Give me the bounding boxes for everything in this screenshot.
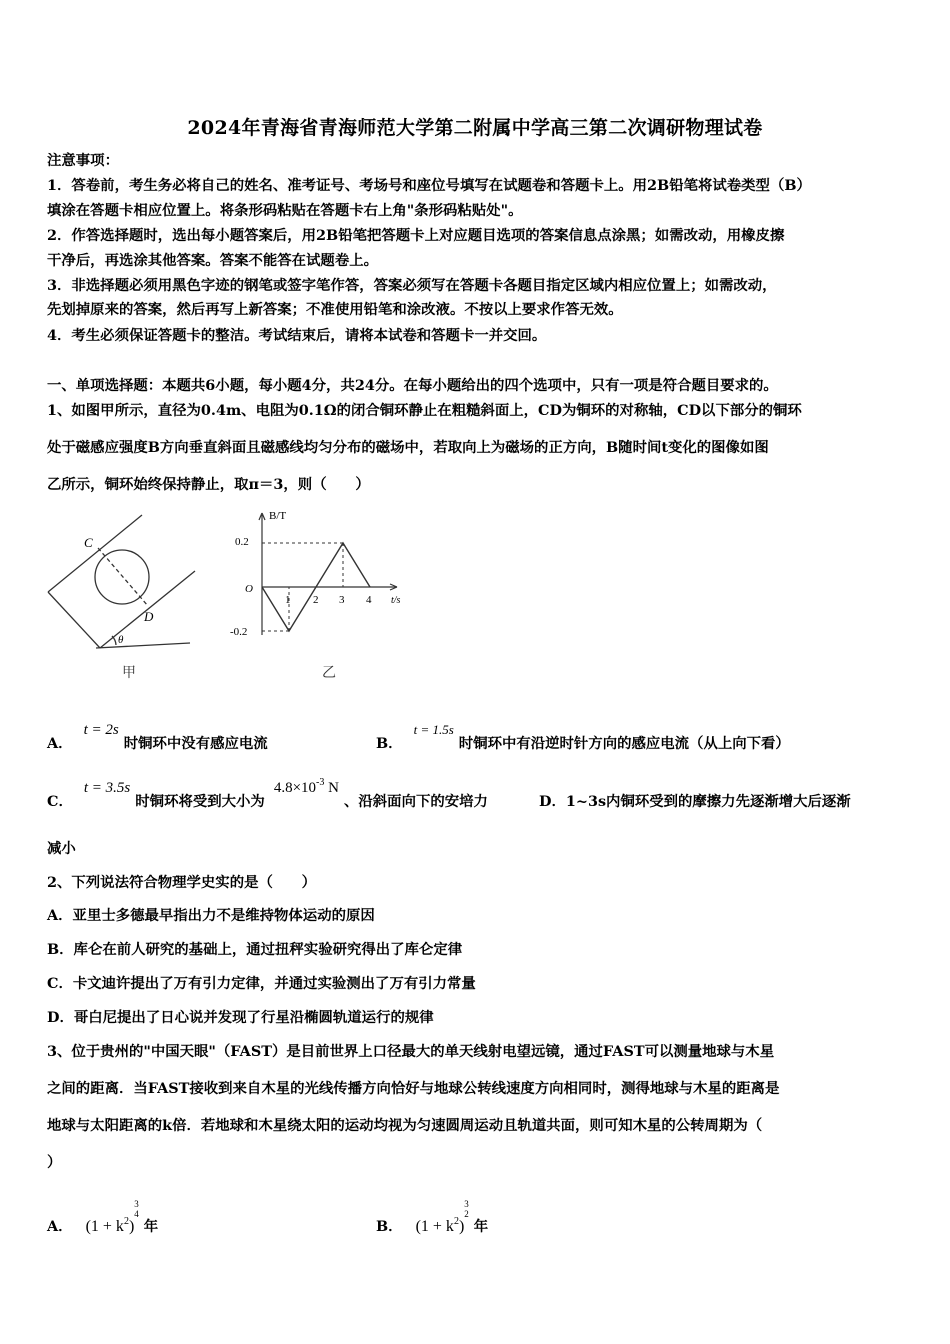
notice-line: 先划掉原来的答案，然后再写上新答案；不准使用铅笔和涂改液。不按以上要求作答无效。	[47, 301, 623, 318]
math-close: )	[128, 1218, 135, 1235]
option-text: 、沿斜面向下的安培力	[344, 793, 488, 810]
notice-line: 干净后，再选涂其他答案。答案不能答在试题卷上。	[47, 252, 378, 269]
notice-line: 2．作答选择题时，选出每小题答案后，用2B铅笔把答题卡上对应题目选项的答案信息点涂黑；如需改动，用橡皮擦	[47, 227, 785, 244]
math-square: 2	[453, 1216, 459, 1227]
option-text: 时铜环中没有感应电流	[123, 735, 268, 752]
option-text: 时铜环中有沿逆时针方向的感应电流（从上向下看）	[458, 735, 790, 752]
label-yi: 乙	[322, 665, 336, 681]
math-base: (1 + k	[85, 1218, 124, 1235]
exp-denominator: 2	[464, 1209, 469, 1219]
label-c: C	[84, 535, 93, 550]
q1-option-a[interactable]	[47, 722, 268, 753]
option-text: D．1~3s内铜环受到的摩擦力先逐渐增大后逐渐	[539, 793, 851, 810]
option-math	[415, 1199, 469, 1235]
math-fraction-exponent	[464, 1199, 469, 1219]
q2-option-c[interactable]: C．卡文迪许提出了万有引力定律，并通过实验测出了万有引力常量	[47, 975, 476, 992]
exp-numerator: 3	[134, 1199, 139, 1209]
q3-option-b[interactable]	[376, 1199, 488, 1236]
origin-label: O	[245, 583, 253, 595]
force-unit: N	[328, 780, 339, 796]
x-tick-label: 4	[366, 594, 372, 606]
q2-option-b[interactable]: B．库仑在前人研究的基础上，通过扭秤实验研究得出了库仑定律	[47, 941, 463, 958]
q1-option-b[interactable]	[376, 722, 790, 753]
option-math	[85, 1199, 139, 1235]
notice-line: 1．答卷前，考生务必将自己的姓名、准考证号、考场号和座位号填写在试题卷和答题卡上。用2B铅笔将试卷类型（B）	[47, 177, 811, 194]
ground-line	[96, 643, 190, 648]
option-label: B．	[376, 1218, 403, 1235]
figure-yi-chart	[225, 505, 415, 685]
force-exponent: -3	[316, 777, 325, 788]
math-square: 2	[123, 1216, 129, 1227]
notice-heading: 注意事项：	[47, 152, 119, 169]
x-axis-label: t/s	[391, 595, 401, 606]
y-axis-label: B/T	[269, 510, 287, 522]
question-1-line: 1、如图甲所示，直径为0.4m、电阻为0.1Ω的闭合铜环静止在粗糙斜面上，CD为铜环的对称轴，CD以下部分的铜环	[47, 402, 802, 419]
option-label: A．	[47, 735, 73, 752]
x-tick-label: 2	[313, 594, 319, 606]
math-base: (1 + k	[415, 1218, 454, 1235]
question-3-line: 地球与太阳距离的k倍．若地球和木星绕太阳的运动均视为匀速圆周运动且轨道共面，则可知木星的公转周期为（	[47, 1117, 763, 1134]
option-math: t = 2s	[83, 722, 119, 738]
label-jia: 甲	[122, 665, 136, 681]
q2-option-a[interactable]: A．亚里士多德最早指出力不是维持物体运动的原因	[47, 907, 375, 924]
question-2-stem: 2、下列说法符合物理学史实的是（ ）	[47, 874, 317, 891]
y-tick-label: 0.2	[235, 536, 249, 548]
label-d: D	[144, 609, 154, 624]
q1-option-d[interactable]	[539, 790, 851, 811]
option-label: A．	[47, 1218, 73, 1235]
y-tick-label: -0.2	[230, 626, 248, 638]
option-math: t = 3.5s	[83, 780, 131, 796]
exp-numerator: 3	[464, 1199, 469, 1209]
option-label: B．	[376, 735, 403, 752]
option-unit: 年	[473, 1218, 489, 1235]
math-close: )	[458, 1218, 465, 1235]
force-value: 4.8×10	[273, 780, 317, 796]
exam-title: 2024年青海省青海师范大学第二附属中学高三第二次调研物理试卷	[187, 117, 763, 139]
label-theta: θ	[118, 634, 124, 646]
option-math	[273, 777, 339, 796]
question-3-line: 之间的距离．当FAST接收到来自木星的光线传播方向恰好与地球公转线速度方向相同时，测得地球与木星的距离是	[47, 1080, 780, 1097]
copper-ring	[95, 550, 149, 604]
notice-line: 3．非选择题必须用黑色字迹的钢笔或签字笔作答，答案必须写在答题卡各题目指定区域内相应位置上；如需改动，	[47, 277, 777, 294]
figure-jia	[40, 505, 220, 685]
question-1-line: 乙所示，铜环始终保持静止，取π＝3，则（ ）	[47, 476, 370, 493]
incline-left-edge	[48, 592, 100, 648]
section-heading: 一、单项选择题：本题共6小题，每小题4分，共24分。在每小题给出的四个选项中，只有一项是符合题目要求的。	[47, 377, 778, 394]
x-tick-label: 3	[339, 594, 345, 606]
option-math: t = 1.5s	[413, 722, 454, 737]
q2-option-d[interactable]: D．哥白尼提出了日心说并发现了行星沿椭圆轨道运行的规律	[47, 1009, 434, 1026]
q3-option-a[interactable]	[47, 1199, 158, 1236]
math-fraction-exponent	[134, 1199, 139, 1219]
q1-option-d-continuation: 减小	[47, 840, 76, 857]
option-unit: 年	[143, 1218, 159, 1235]
option-label: C．	[47, 793, 73, 810]
question-3-line: 3、位于贵州的"中国天眼"（FAST）是目前世界上口径最大的单天线射电望远镜，通过FAST可以测量地球与木星	[47, 1043, 775, 1060]
notice-line: 4．考生必须保证答题卡的整洁。考试结束后，请将本试卷和答题卡一并交回。	[47, 327, 547, 344]
question-1-line: 处于磁感应强度B方向垂直斜面且磁感线均匀分布的磁场中，若取向上为磁场的正方向，B随时间t变化的图像如图	[47, 439, 769, 456]
exp-denominator: 4	[134, 1209, 139, 1219]
question-3-line: ）	[47, 1154, 62, 1171]
notice-line: 填涂在答题卡相应位置上。将条形码粘贴在答题卡右上角"条形码粘贴处"。	[47, 202, 523, 219]
x-tick-label: 1	[285, 594, 291, 606]
option-text: 时铜环将受到大小为	[135, 793, 265, 810]
